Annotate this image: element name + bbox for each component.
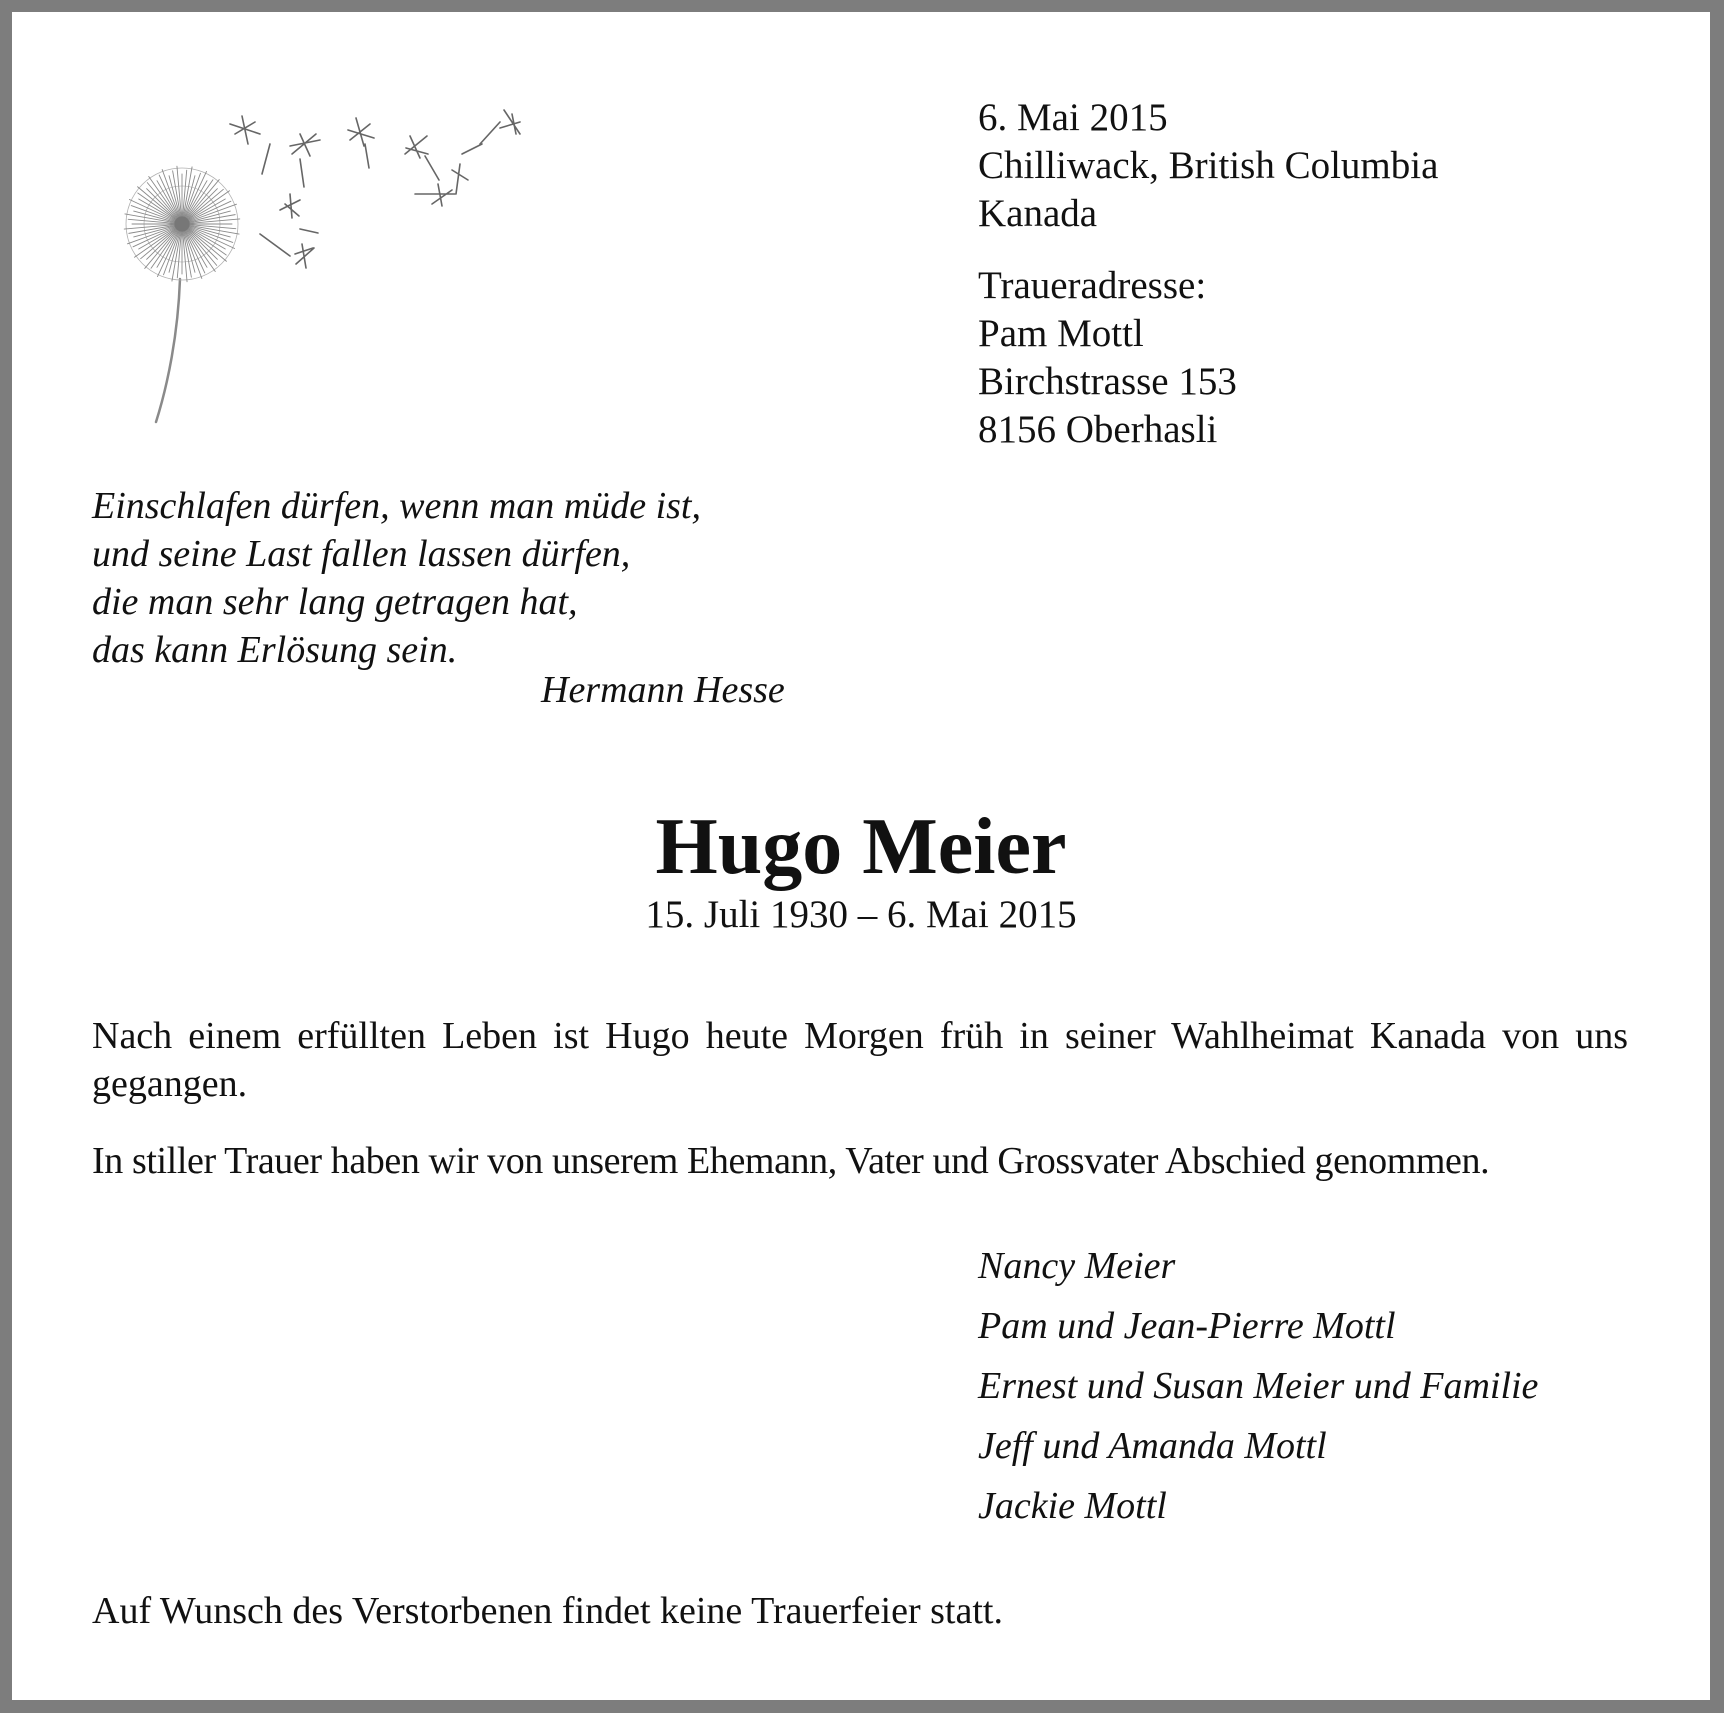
signers-list — [978, 1242, 1538, 1542]
death-date: 6. Mai 2015 — [978, 96, 1168, 139]
deceased-name: Hugo Meier — [655, 803, 1067, 891]
signer: Pam und Jean-Pierre Mottl — [978, 1305, 1396, 1347]
address-city: 8156 Oberhasli — [978, 408, 1218, 451]
poem-line: das kann Erlösung sein. — [92, 629, 458, 671]
mourning-address — [978, 262, 1237, 454]
poem-line: Einschlafen dürfen, wenn man müde ist, — [92, 485, 701, 527]
place-date-block — [978, 94, 1438, 238]
poem-line: die man sehr lang getragen hat, — [92, 581, 578, 623]
address-street: Birchstrasse 153 — [978, 360, 1237, 403]
address-label: Traueradresse: — [978, 264, 1207, 307]
signer: Jackie Mottl — [978, 1485, 1167, 1527]
death-country: Kanada — [978, 192, 1098, 235]
signer: Ernest und Susan Meier und Familie — [978, 1365, 1539, 1407]
signer: Nancy Meier — [978, 1245, 1176, 1287]
life-dates: 15. Juli 1930 – 6. Mai 2015 — [645, 893, 1077, 936]
poem — [92, 482, 701, 674]
address-name: Pam Mottl — [978, 312, 1144, 355]
obituary-page — [12, 12, 1710, 1700]
body-paragraph-2: In stiller Trauer haben wir von unserem Ehemann, Vater und Grossvater Abschied genommen. — [92, 1140, 1490, 1182]
dandelion-icon — [120, 104, 600, 434]
poem-author: Hermann Hesse — [541, 669, 785, 711]
closing-note: Auf Wunsch des Verstorbenen findet keine Trauerfeier statt. — [92, 1590, 1003, 1632]
poem-line: und seine Last fallen lassen dürfen, — [92, 533, 631, 575]
signer: Jeff und Amanda Mottl — [978, 1425, 1327, 1467]
death-city: Chilliwack, British Columbia — [978, 144, 1439, 187]
body-paragraph-1: Nach einem erfüllten Leben ist Hugo heute Morgen früh in seiner Wahlheimat Kanada von uns gegangen. — [92, 1015, 1628, 1105]
